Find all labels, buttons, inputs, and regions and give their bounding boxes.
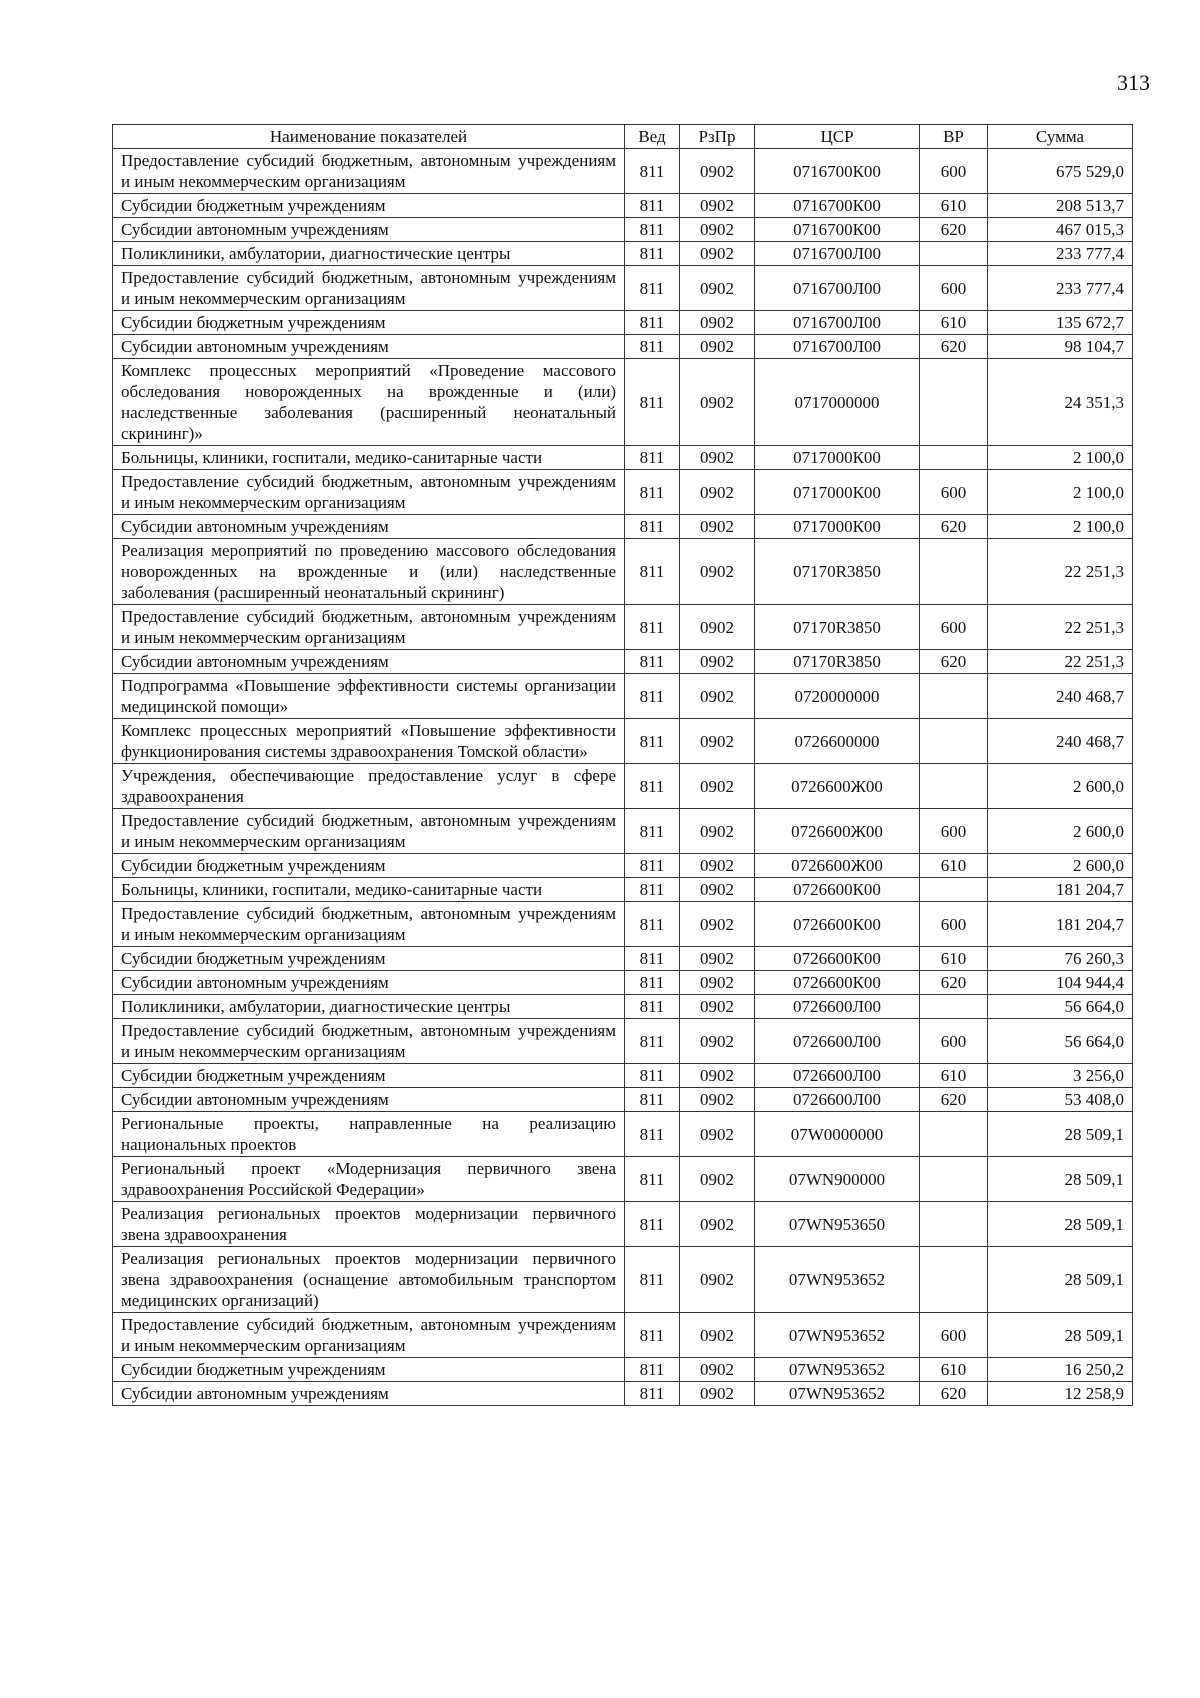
cell-ved: 811 — [625, 311, 680, 335]
table-row — [113, 809, 1133, 854]
cell-csr: 0716700К00 — [755, 149, 920, 194]
cell-name: Реализация региональных проектов модернизации первичного звена здравоохранения — [113, 1202, 625, 1247]
cell-ved: 811 — [625, 947, 680, 971]
cell-name: Субсидии бюджетным учреждениям — [113, 194, 625, 218]
cell-name: Субсидии бюджетным учреждениям — [113, 947, 625, 971]
cell-name: Поликлиники, амбулатории, диагностические центры — [113, 242, 625, 266]
cell-rzpr: 0902 — [680, 902, 755, 947]
cell-csr: 07170R3850 — [755, 650, 920, 674]
table-row — [113, 194, 1133, 218]
cell-vr — [920, 1202, 988, 1247]
cell-rzpr: 0902 — [680, 605, 755, 650]
cell-rzpr: 0902 — [680, 1157, 755, 1202]
cell-sum: 181 204,7 — [988, 902, 1133, 947]
cell-csr: 07WN953650 — [755, 1202, 920, 1247]
cell-sum: 98 104,7 — [988, 335, 1133, 359]
cell-vr — [920, 995, 988, 1019]
header-rzpr: РзПр — [680, 125, 755, 149]
cell-csr: 07W0000000 — [755, 1112, 920, 1157]
cell-ved: 811 — [625, 470, 680, 515]
cell-ved: 811 — [625, 1112, 680, 1157]
cell-rzpr: 0902 — [680, 149, 755, 194]
cell-sum: 56 664,0 — [988, 1019, 1133, 1064]
cell-vr — [920, 359, 988, 446]
cell-vr: 610 — [920, 194, 988, 218]
table-row — [113, 266, 1133, 311]
cell-name: Субсидии автономным учреждениям — [113, 1382, 625, 1406]
table-row — [113, 995, 1133, 1019]
cell-csr: 0717000К00 — [755, 515, 920, 539]
cell-name: Региональный проект «Модернизация первичного звена здравоохранения Российской Федерации» — [113, 1157, 625, 1202]
cell-sum: 467 015,3 — [988, 218, 1133, 242]
cell-sum: 240 468,7 — [988, 674, 1133, 719]
cell-csr: 0716700Л00 — [755, 266, 920, 311]
cell-sum: 22 251,3 — [988, 539, 1133, 605]
cell-name: Предоставление субсидий бюджетным, автономным учреждениям и иным некоммерческим организациям — [113, 1019, 625, 1064]
cell-csr: 07WN953652 — [755, 1358, 920, 1382]
cell-vr — [920, 1157, 988, 1202]
cell-csr: 0716700Л00 — [755, 311, 920, 335]
cell-csr: 0726600Ж00 — [755, 809, 920, 854]
cell-vr: 600 — [920, 605, 988, 650]
cell-ved: 811 — [625, 902, 680, 947]
cell-vr — [920, 878, 988, 902]
cell-sum: 181 204,7 — [988, 878, 1133, 902]
table-row — [113, 311, 1133, 335]
cell-name: Субсидии бюджетным учреждениям — [113, 1358, 625, 1382]
table-row — [113, 674, 1133, 719]
cell-name: Предоставление субсидий бюджетным, автономным учреждениям и иным некоммерческим организациям — [113, 149, 625, 194]
cell-sum: 28 509,1 — [988, 1313, 1133, 1358]
cell-vr — [920, 1247, 988, 1313]
table-row — [113, 1112, 1133, 1157]
cell-name: Субсидии автономным учреждениям — [113, 1088, 625, 1112]
cell-csr: 0726600Л00 — [755, 1064, 920, 1088]
cell-rzpr: 0902 — [680, 446, 755, 470]
cell-sum: 2 100,0 — [988, 470, 1133, 515]
cell-vr: 600 — [920, 809, 988, 854]
cell-vr: 600 — [920, 1313, 988, 1358]
cell-sum: 28 509,1 — [988, 1247, 1133, 1313]
cell-rzpr: 0902 — [680, 266, 755, 311]
cell-sum: 53 408,0 — [988, 1088, 1133, 1112]
cell-name: Комплекс процессных мероприятий «Проведение массового обследования новорожденных на врожденные и (или) наследственные заболевания (расширенный неонатальный скрининг)» — [113, 359, 625, 446]
cell-name: Субсидии автономным учреждениям — [113, 218, 625, 242]
cell-ved: 811 — [625, 971, 680, 995]
cell-rzpr: 0902 — [680, 1088, 755, 1112]
cell-name: Региональные проекты, направленные на реализацию национальных проектов — [113, 1112, 625, 1157]
cell-rzpr: 0902 — [680, 1064, 755, 1088]
cell-csr: 0717000К00 — [755, 446, 920, 470]
cell-rzpr: 0902 — [680, 1202, 755, 1247]
cell-rzpr: 0902 — [680, 242, 755, 266]
cell-ved: 811 — [625, 335, 680, 359]
cell-ved: 811 — [625, 242, 680, 266]
cell-rzpr: 0902 — [680, 539, 755, 605]
cell-ved: 811 — [625, 149, 680, 194]
cell-rzpr: 0902 — [680, 878, 755, 902]
table-row — [113, 1247, 1133, 1313]
cell-sum: 76 260,3 — [988, 947, 1133, 971]
cell-vr: 620 — [920, 1382, 988, 1406]
cell-name: Реализация мероприятий по проведению массового обследования новорожденных на врожденные и (или) наследственные заболевания (расширенный неонатальный скрининг) — [113, 539, 625, 605]
cell-vr: 620 — [920, 218, 988, 242]
cell-name: Субсидии бюджетным учреждениям — [113, 854, 625, 878]
cell-ved: 811 — [625, 1157, 680, 1202]
page-number: 313 — [1117, 70, 1150, 95]
cell-rzpr: 0902 — [680, 854, 755, 878]
cell-rzpr: 0902 — [680, 674, 755, 719]
table-row — [113, 878, 1133, 902]
cell-name: Предоставление субсидий бюджетным, автономным учреждениям и иным некоммерческим организациям — [113, 902, 625, 947]
cell-sum: 2 600,0 — [988, 764, 1133, 809]
cell-rzpr: 0902 — [680, 1358, 755, 1382]
cell-ved: 811 — [625, 878, 680, 902]
header-sum: Сумма — [988, 125, 1133, 149]
table-row — [113, 515, 1133, 539]
table-row — [113, 1019, 1133, 1064]
cell-name: Предоставление субсидий бюджетным, автономным учреждениям и иным некоммерческим организациям — [113, 470, 625, 515]
cell-rzpr: 0902 — [680, 1382, 755, 1406]
cell-sum: 22 251,3 — [988, 650, 1133, 674]
header-name: Наименование показателей — [113, 125, 625, 149]
cell-vr: 620 — [920, 335, 988, 359]
cell-vr — [920, 539, 988, 605]
cell-ved: 811 — [625, 995, 680, 1019]
cell-sum: 2 100,0 — [988, 515, 1133, 539]
cell-ved: 811 — [625, 854, 680, 878]
cell-sum: 2 600,0 — [988, 854, 1133, 878]
cell-sum: 28 509,1 — [988, 1202, 1133, 1247]
table-row — [113, 470, 1133, 515]
cell-name: Субсидии бюджетным учреждениям — [113, 311, 625, 335]
cell-ved: 811 — [625, 605, 680, 650]
cell-vr: 610 — [920, 947, 988, 971]
cell-sum: 56 664,0 — [988, 995, 1133, 1019]
table-row — [113, 650, 1133, 674]
cell-vr: 600 — [920, 1019, 988, 1064]
cell-ved: 811 — [625, 674, 680, 719]
cell-rzpr: 0902 — [680, 764, 755, 809]
cell-ved: 811 — [625, 1247, 680, 1313]
header-csr: ЦСР — [755, 125, 920, 149]
table-row — [113, 605, 1133, 650]
cell-ved: 811 — [625, 218, 680, 242]
table-row — [113, 947, 1133, 971]
cell-vr: 620 — [920, 650, 988, 674]
cell-vr: 600 — [920, 266, 988, 311]
cell-name: Учреждения, обеспечивающие предоставление услуг в сфере здравоохранения — [113, 764, 625, 809]
budget-table — [112, 124, 1133, 1406]
cell-vr: 620 — [920, 1088, 988, 1112]
cell-sum: 233 777,4 — [988, 242, 1133, 266]
cell-csr: 0726600К00 — [755, 902, 920, 947]
table-row — [113, 149, 1133, 194]
table-row — [113, 1313, 1133, 1358]
cell-name: Субсидии автономным учреждениям — [113, 335, 625, 359]
cell-name: Комплекс процессных мероприятий «Повышение эффективности функционирования системы здравоохранения Томской области» — [113, 719, 625, 764]
table-row — [113, 719, 1133, 764]
table-row — [113, 242, 1133, 266]
cell-ved: 811 — [625, 764, 680, 809]
cell-rzpr: 0902 — [680, 947, 755, 971]
cell-sum: 135 672,7 — [988, 311, 1133, 335]
table-row — [113, 1157, 1133, 1202]
cell-vr: 620 — [920, 971, 988, 995]
cell-rzpr: 0902 — [680, 218, 755, 242]
cell-csr: 0716700Л00 — [755, 335, 920, 359]
table-row — [113, 1064, 1133, 1088]
cell-rzpr: 0902 — [680, 719, 755, 764]
cell-csr: 0726600Ж00 — [755, 764, 920, 809]
table-row — [113, 335, 1133, 359]
cell-ved: 811 — [625, 266, 680, 311]
cell-name: Реализация региональных проектов модернизации первичного звена здравоохранения (оснащение автомобильным транспортом медицинских организаций) — [113, 1247, 625, 1313]
cell-csr: 0716700К00 — [755, 218, 920, 242]
cell-name: Предоставление субсидий бюджетным, автономным учреждениям и иным некоммерческим организациям — [113, 1313, 625, 1358]
cell-csr: 0726600Л00 — [755, 1019, 920, 1064]
cell-vr: 620 — [920, 515, 988, 539]
cell-name: Субсидии автономным учреждениям — [113, 971, 625, 995]
cell-rzpr: 0902 — [680, 359, 755, 446]
cell-name: Подпрограмма «Повышение эффективности системы организации медицинской помощи» — [113, 674, 625, 719]
cell-ved: 811 — [625, 1358, 680, 1382]
cell-vr: 610 — [920, 1358, 988, 1382]
table-row — [113, 764, 1133, 809]
cell-rzpr: 0902 — [680, 1112, 755, 1157]
cell-sum: 675 529,0 — [988, 149, 1133, 194]
cell-vr: 610 — [920, 1064, 988, 1088]
cell-ved: 811 — [625, 1088, 680, 1112]
cell-csr: 0716700Л00 — [755, 242, 920, 266]
cell-csr: 07WN953652 — [755, 1382, 920, 1406]
cell-csr: 0717000000 — [755, 359, 920, 446]
cell-vr — [920, 1112, 988, 1157]
cell-sum: 28 509,1 — [988, 1157, 1133, 1202]
cell-ved: 811 — [625, 1202, 680, 1247]
table-row — [113, 1088, 1133, 1112]
cell-csr: 0726600Л00 — [755, 1088, 920, 1112]
cell-csr: 07WN953652 — [755, 1247, 920, 1313]
cell-sum: 2 100,0 — [988, 446, 1133, 470]
cell-vr: 600 — [920, 902, 988, 947]
cell-ved: 811 — [625, 1019, 680, 1064]
cell-rzpr: 0902 — [680, 470, 755, 515]
cell-sum: 22 251,3 — [988, 605, 1133, 650]
cell-name: Больницы, клиники, госпитали, медико-санитарные части — [113, 446, 625, 470]
table-row — [113, 1382, 1133, 1406]
cell-ved: 811 — [625, 650, 680, 674]
table-row — [113, 902, 1133, 947]
cell-sum: 24 351,3 — [988, 359, 1133, 446]
table-row — [113, 1202, 1133, 1247]
cell-name: Предоставление субсидий бюджетным, автономным учреждениям и иным некоммерческим организациям — [113, 605, 625, 650]
header-vr: ВР — [920, 125, 988, 149]
cell-rzpr: 0902 — [680, 971, 755, 995]
cell-csr: 0726600000 — [755, 719, 920, 764]
cell-vr: 610 — [920, 854, 988, 878]
cell-csr: 07170R3850 — [755, 539, 920, 605]
cell-vr — [920, 242, 988, 266]
cell-csr: 0717000К00 — [755, 470, 920, 515]
cell-sum: 16 250,2 — [988, 1358, 1133, 1382]
table-row — [113, 1358, 1133, 1382]
cell-vr: 600 — [920, 470, 988, 515]
cell-rzpr: 0902 — [680, 311, 755, 335]
cell-ved: 811 — [625, 194, 680, 218]
cell-name: Субсидии бюджетным учреждениям — [113, 1064, 625, 1088]
cell-csr: 0716700К00 — [755, 194, 920, 218]
cell-vr — [920, 446, 988, 470]
cell-sum: 233 777,4 — [988, 266, 1133, 311]
cell-rzpr: 0902 — [680, 335, 755, 359]
cell-rzpr: 0902 — [680, 1313, 755, 1358]
cell-csr: 07WN953652 — [755, 1313, 920, 1358]
cell-vr: 610 — [920, 311, 988, 335]
cell-vr — [920, 674, 988, 719]
cell-vr — [920, 764, 988, 809]
cell-sum: 12 258,9 — [988, 1382, 1133, 1406]
cell-sum: 3 256,0 — [988, 1064, 1133, 1088]
cell-sum: 28 509,1 — [988, 1112, 1133, 1157]
cell-name: Больницы, клиники, госпитали, медико-санитарные части — [113, 878, 625, 902]
cell-ved: 811 — [625, 809, 680, 854]
cell-name: Поликлиники, амбулатории, диагностические центры — [113, 995, 625, 1019]
cell-rzpr: 0902 — [680, 1019, 755, 1064]
cell-sum: 2 600,0 — [988, 809, 1133, 854]
cell-csr: 0726600К00 — [755, 878, 920, 902]
cell-name: Субсидии автономным учреждениям — [113, 650, 625, 674]
cell-rzpr: 0902 — [680, 809, 755, 854]
cell-ved: 811 — [625, 359, 680, 446]
cell-rzpr: 0902 — [680, 650, 755, 674]
cell-ved: 811 — [625, 446, 680, 470]
cell-ved: 811 — [625, 539, 680, 605]
cell-rzpr: 0902 — [680, 515, 755, 539]
cell-sum: 240 468,7 — [988, 719, 1133, 764]
cell-name: Субсидии автономным учреждениям — [113, 515, 625, 539]
cell-ved: 811 — [625, 1382, 680, 1406]
cell-csr: 07WN900000 — [755, 1157, 920, 1202]
cell-ved: 811 — [625, 1313, 680, 1358]
cell-csr: 0726600Ж00 — [755, 854, 920, 878]
cell-csr: 0726600К00 — [755, 947, 920, 971]
cell-ved: 811 — [625, 1064, 680, 1088]
table-row — [113, 218, 1133, 242]
table-row — [113, 854, 1133, 878]
header-ved: Вед — [625, 125, 680, 149]
cell-sum: 208 513,7 — [988, 194, 1133, 218]
cell-name: Предоставление субсидий бюджетным, автономным учреждениям и иным некоммерческим организациям — [113, 266, 625, 311]
table-row — [113, 359, 1133, 446]
cell-vr: 600 — [920, 149, 988, 194]
cell-csr: 07170R3850 — [755, 605, 920, 650]
cell-rzpr: 0902 — [680, 1247, 755, 1313]
cell-ved: 811 — [625, 515, 680, 539]
table-row — [113, 446, 1133, 470]
cell-rzpr: 0902 — [680, 194, 755, 218]
cell-ved: 811 — [625, 719, 680, 764]
cell-sum: 104 944,4 — [988, 971, 1133, 995]
table-row — [113, 539, 1133, 605]
cell-csr: 0726600К00 — [755, 971, 920, 995]
cell-rzpr: 0902 — [680, 995, 755, 1019]
cell-vr — [920, 719, 988, 764]
table-row — [113, 971, 1133, 995]
cell-name: Предоставление субсидий бюджетным, автономным учреждениям и иным некоммерческим организациям — [113, 809, 625, 854]
table-body — [113, 149, 1133, 1406]
cell-csr: 0720000000 — [755, 674, 920, 719]
table-header-row — [113, 125, 1133, 149]
cell-csr: 0726600Л00 — [755, 995, 920, 1019]
